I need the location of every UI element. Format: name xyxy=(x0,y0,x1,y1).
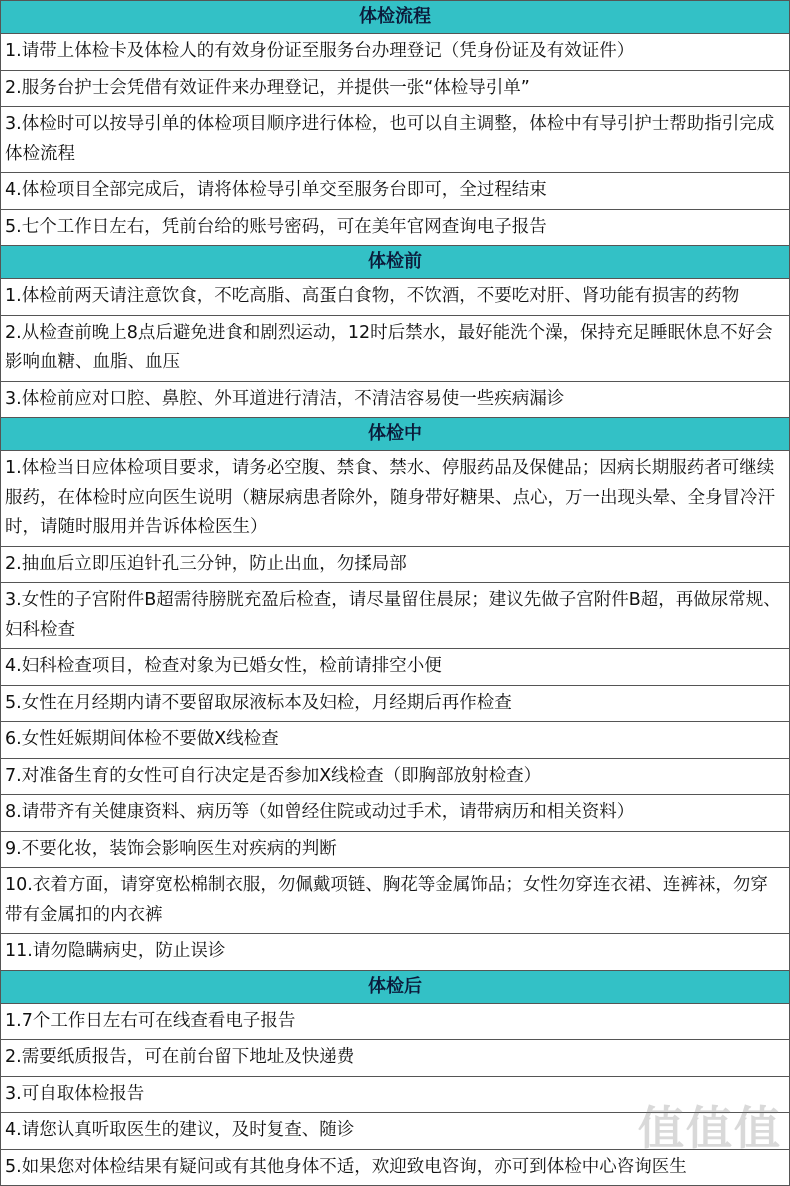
list-item: 6.女性妊娠期间体检不要做X线检查 xyxy=(1,722,790,759)
list-item: 3.女性的子宫附件B超需待膀胱充盈后检查，请尽量留住晨尿；建议先做子宫附件B超，再做尿常规、妇科检查 xyxy=(1,583,790,649)
table-row xyxy=(1,1003,790,1040)
list-item: 11.请勿隐瞒病史，防止误诊 xyxy=(1,934,790,971)
list-item: 10.衣着方面，请穿宽松棉制衣服，勿佩戴项链、胸花等金属饰品；女性勿穿连衣裙、连裤袜，勿穿带有金属扣的内衣裤 xyxy=(1,868,790,934)
list-item: 5.女性在月经期内请不要留取尿液标本及妇检，月经期后再作检查 xyxy=(1,685,790,722)
list-item: 1.体检前两天请注意饮食，不吃高脂、高蛋白食物，不饮酒，不要吃对肝、肾功能有损害的药物 xyxy=(1,279,790,316)
table-row xyxy=(1,1040,790,1077)
list-item: 3.体检前应对口腔、鼻腔、外耳道进行清洁，不清洁容易使一些疾病漏诊 xyxy=(1,381,790,418)
table-row xyxy=(1,381,790,418)
list-item: 1.体检当日应体检项目要求，请务必空腹、禁食、禁水、停服药品及保健品；因病长期服药者可继续服药，在体检时应向医生说明（糖尿病患者除外，随身带好糖果、点心，万一出现头晕、全身冒冷汗时，请随时服用并告诉体检医生） xyxy=(1,451,790,547)
table-row xyxy=(1,279,790,316)
list-item: 5.如果您对体检结果有疑问或有其他身体不适，欢迎致电咨询，亦可到体检中心咨询医生 xyxy=(1,1149,790,1186)
list-item: 4.体检项目全部完成后，请将体检导引单交至服务台即可，全过程结束 xyxy=(1,173,790,210)
list-item: 3.可自取体检报告 xyxy=(1,1076,790,1113)
section-header-before xyxy=(1,246,790,279)
watermark-logo: 值值值 xyxy=(638,1101,782,1155)
list-item: 2.抽血后立即压迫针孔三分钟，防止出血，勿揉局部 xyxy=(1,546,790,583)
table-row xyxy=(1,685,790,722)
list-item: 3.体检时可以按导引单的体检项目顺序进行体检，也可以自主调整，体检中有导引护士帮助指引完成体检流程 xyxy=(1,107,790,173)
section-title: 体检中 xyxy=(1,418,790,451)
list-item: 7.对准备生育的女性可自行决定是否参加X线检查（即胸部放射检查） xyxy=(1,758,790,795)
table-row xyxy=(1,934,790,971)
list-item: 5.七个工作日左右，凭前台给的账号密码，可在美年官网查询电子报告 xyxy=(1,209,790,246)
table-row xyxy=(1,722,790,759)
section-header-during xyxy=(1,418,790,451)
section-title: 体检后 xyxy=(1,970,790,1003)
list-item: 1.7个工作日左右可在线查看电子报告 xyxy=(1,1003,790,1040)
table-row xyxy=(1,583,790,649)
section-header-process xyxy=(1,1,790,34)
list-item: 1.请带上体检卡及体检人的有效身份证至服务台办理登记（凭身份证及有效证件） xyxy=(1,34,790,71)
list-item: 4.请您认真听取医生的建议，及时复查、随诊 xyxy=(1,1113,790,1150)
table-row xyxy=(1,315,790,381)
table-row xyxy=(1,173,790,210)
table-row xyxy=(1,795,790,832)
table-row xyxy=(1,34,790,71)
table-row xyxy=(1,70,790,107)
list-item: 2.需要纸质报告，可在前台留下地址及快递费 xyxy=(1,1040,790,1077)
section-header-after xyxy=(1,970,790,1003)
section-title: 体检流程 xyxy=(1,1,790,34)
list-item: 8.请带齐有关健康资料、病历等（如曾经住院或动过手术，请带病历和相关资料） xyxy=(1,795,790,832)
list-item: 2.服务台护士会凭借有效证件来办理登记，并提供一张“体检导引单” xyxy=(1,70,790,107)
table-row xyxy=(1,451,790,547)
table-row xyxy=(1,649,790,686)
table-row xyxy=(1,209,790,246)
table-row xyxy=(1,831,790,868)
table-row xyxy=(1,868,790,934)
list-item: 9.不要化妆，装饰会影响医生对疾病的判断 xyxy=(1,831,790,868)
list-item: 2.从检查前晚上8点后避免进食和剧烈运动，12时后禁水，最好能洗个澡，保持充足睡眠休息不好会影响血糖、血脂、血压 xyxy=(1,315,790,381)
table-row xyxy=(1,546,790,583)
table-row xyxy=(1,1076,790,1113)
table-row xyxy=(1,107,790,173)
list-item: 4.妇科检查项目，检查对象为已婚女性，检前请排空小便 xyxy=(1,649,790,686)
table-row xyxy=(1,1113,790,1150)
table-row xyxy=(1,1149,790,1186)
table-row xyxy=(1,758,790,795)
section-title: 体检前 xyxy=(1,246,790,279)
